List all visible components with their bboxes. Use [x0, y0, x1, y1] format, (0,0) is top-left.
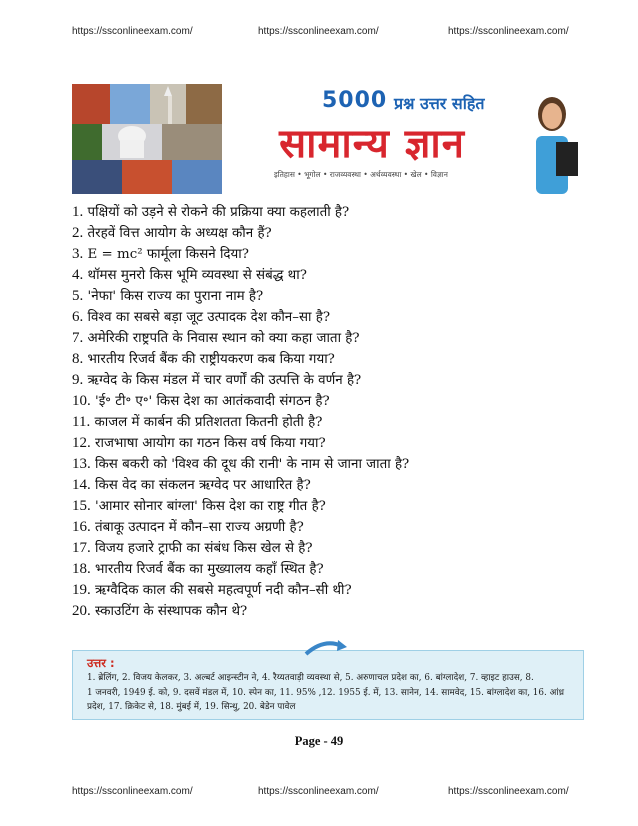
header-link-right[interactable]: https://ssconlineexam.com/: [448, 26, 569, 37]
question-number: 18.: [72, 561, 91, 577]
question-text: ऋग्वैदिक काल की सबसे महत्वपूर्ण नदी कौन–सी थी?: [95, 583, 352, 598]
question-item: [72, 202, 592, 223]
banner-count: 5000: [322, 88, 388, 113]
question-text: विश्व का सबसे बड़ा जूट उत्पादक देश कौन–सा है?: [87, 310, 331, 325]
question-number: 10.: [72, 393, 91, 409]
answer-box: [72, 650, 584, 720]
answer-title: उत्तर :: [87, 656, 115, 670]
question-number: 17.: [72, 540, 91, 556]
question-item: [72, 391, 592, 412]
page-header: [0, 26, 638, 42]
question-text: तेरहवें वित्त आयोग के अध्यक्ष कौन हैं?: [87, 226, 272, 241]
answer-text: [87, 671, 577, 715]
question-item: [72, 601, 592, 622]
question-text: 'ई॰ टी॰ ए॰' किस देश का आतंकवादी संगठन है?: [95, 394, 330, 409]
banner-title-block: [222, 84, 522, 194]
question-text: 'आमार सोनार बांग्ला' किस देश का राष्ट्र गीत है?: [95, 499, 326, 514]
question-text: पक्षियों को उड़ने से रोकने की प्रक्रिया क्या कहलाती है?: [87, 205, 350, 220]
footer-link-right[interactable]: https://ssconlineexam.com/: [448, 786, 569, 797]
question-number: 20.: [72, 603, 91, 619]
question-item: [72, 559, 592, 580]
question-number: 16.: [72, 519, 91, 535]
question-item: [72, 454, 592, 475]
banner-title: सामान्य ज्ञान: [279, 121, 465, 167]
answer-line: प्रदेश, 17. क्रिकेट से, 18. मुंबई में, 19. सिन्धु, 20. बेडेन पावेल: [87, 702, 296, 712]
landmarks-collage-image: [72, 84, 222, 194]
question-text: थॉमस मुनरो किस भूमि व्यवस्था से संबंद्ध था?: [87, 268, 307, 283]
header-link-center[interactable]: https://ssconlineexam.com/: [258, 26, 379, 37]
footer-link-center[interactable]: https://ssconlineexam.com/: [258, 786, 379, 797]
page-number: Page - 49: [294, 734, 344, 748]
question-number: 19.: [72, 582, 91, 598]
question-item: [72, 517, 592, 538]
question-number: 6.: [72, 309, 84, 325]
question-number: 2.: [72, 225, 84, 241]
question-number: 11.: [72, 414, 91, 430]
question-number: 4.: [72, 267, 84, 283]
question-item: [72, 328, 592, 349]
question-text: तंबाकू उत्पादन में कौन–सा राज्य अग्रणी है?: [95, 520, 304, 535]
question-item: [72, 223, 592, 244]
book-banner: [72, 84, 582, 194]
question-number: 9.: [72, 372, 84, 388]
question-text: 'नेफा' किस राज्य का पुराना नाम है?: [87, 289, 264, 304]
question-text: किस बकरी को 'विश्व की दूध की रानी' के नाम से जाना जाता है?: [95, 457, 410, 472]
banner-subtitle: प्रश्न उत्तर सहित: [394, 94, 485, 113]
question-number: 12.: [72, 435, 91, 451]
header-link-left[interactable]: https://ssconlineexam.com/: [72, 26, 193, 37]
question-item: [72, 496, 592, 517]
banner-subject-tags: इतिहास • भूगोल • राजव्यवस्था • अर्थव्यवस्था • खेल • विज्ञान: [274, 170, 448, 179]
swoosh-arrow-icon: [304, 636, 348, 658]
question-number: 15.: [72, 498, 91, 514]
question-text: E = mc² फार्मूला किसने दिया?: [87, 247, 249, 262]
question-number: 3.: [72, 246, 84, 262]
page-footer: [0, 786, 638, 802]
question-item: [72, 307, 592, 328]
question-item: [72, 538, 592, 559]
question-item: [72, 265, 592, 286]
question-item: [72, 349, 592, 370]
question-item: [72, 370, 592, 391]
answer-line: 1 जनवरी, 1949 ई. को, 9. दसवें मंडल में, 10. स्पेन का, 11. 95% ,12. 1955 ई. में, 13. सानेन, 14. सामवेद, 15. बांग्लादेश का, 16. आंध्र: [87, 687, 564, 698]
question-item: [72, 412, 592, 433]
question-text: भारतीय रिजर्व बैंक की राष्ट्रीयकरण कब किया गया?: [87, 352, 335, 367]
answer-line: 1. ब्रेलिंग, 2. विजय केलकर, 3. अल्बर्ट आइन्स्टीन ने, 4. रैय्यतवाड़ी व्यवस्था से, 5. अरुणाचल प्रदेश का, 6. बांग्लादेश, 7. व्हाइट हाउस, 8.: [87, 673, 534, 683]
student-illustration: [522, 84, 582, 194]
question-text: भारतीय रिजर्व बैंक का मुख्यालय कहाँ स्थित है?: [95, 562, 324, 577]
question-text: स्काउटिंग के संस्थापक कौन थे?: [95, 604, 248, 619]
question-text: विजय हजारे ट्राफी का संबंध किस खेल से है?: [95, 541, 313, 556]
question-number: 8.: [72, 351, 84, 367]
question-text: अमेरिकी राष्ट्रपति के निवास स्थान को क्या कहा जाता है?: [87, 331, 360, 346]
question-list: [72, 202, 592, 622]
question-number: 13.: [72, 456, 91, 472]
question-text: राजभाषा आयोग का गठन किस वर्ष किया गया?: [95, 436, 326, 451]
question-text: ऋग्वेद के किस मंडल में चार वर्णों की उत्पत्ति के वर्णन है?: [87, 373, 362, 388]
question-number: 5.: [72, 288, 84, 304]
question-item: [72, 433, 592, 454]
question-item: [72, 580, 592, 601]
question-number: 14.: [72, 477, 91, 493]
question-text: काजल में कार्बन की प्रतिशतता कितनी होती है?: [94, 415, 323, 430]
footer-link-left[interactable]: https://ssconlineexam.com/: [72, 786, 193, 797]
question-item: [72, 244, 592, 265]
question-item: [72, 286, 592, 307]
question-number: 7.: [72, 330, 84, 346]
question-number: 1.: [72, 204, 84, 220]
question-item: [72, 475, 592, 496]
question-text: किस वेद का संकलन ऋग्वेद पर आधारित है?: [95, 478, 311, 493]
